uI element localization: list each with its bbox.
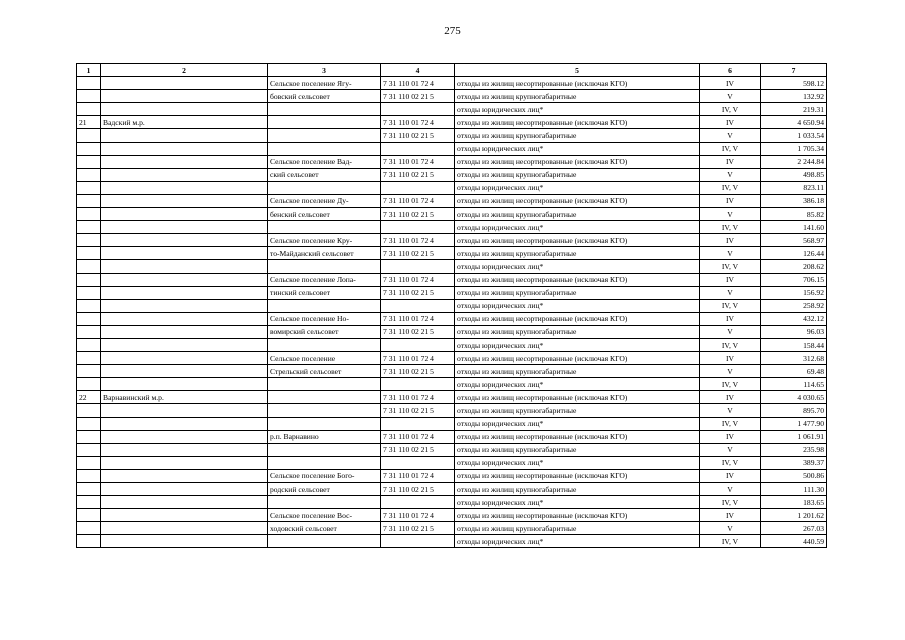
settlement-cell [268, 338, 381, 351]
waste-code-cell: 7 31 110 02 21 5 [381, 404, 455, 417]
settlement-cell: тинский сельсовет [268, 286, 381, 299]
volume-cell: 183.65 [761, 496, 827, 509]
hazard-class-cell: IV [700, 234, 761, 247]
settlement-cell [268, 129, 381, 142]
row-number-cell [77, 535, 101, 548]
volume-cell: 386.18 [761, 194, 827, 207]
volume-cell: 208.62 [761, 260, 827, 273]
settlement-cell: Сельское поселение [268, 352, 381, 365]
settlement-cell: Сельское поселение Ягу- [268, 77, 381, 90]
table-body [77, 77, 827, 548]
volume-cell: 598.12 [761, 77, 827, 90]
hazard-class-cell: V [700, 208, 761, 221]
table-row [77, 352, 827, 365]
district-cell [101, 338, 268, 351]
table-header-row [77, 64, 827, 77]
waste-type-cell: отходы из жилищ несортированные (исключая КГО) [455, 312, 700, 325]
table-row [77, 90, 827, 103]
volume-cell: 823.11 [761, 181, 827, 194]
header-cell: 4 [381, 64, 455, 77]
row-number-cell [77, 456, 101, 469]
hazard-class-cell: IV [700, 77, 761, 90]
hazard-class-cell: V [700, 404, 761, 417]
settlement-cell: ходовский сельсовет [268, 522, 381, 535]
row-number-cell [77, 352, 101, 365]
hazard-class-cell: IV, V [700, 299, 761, 312]
settlement-cell [268, 181, 381, 194]
hazard-class-cell: IV, V [700, 496, 761, 509]
waste-code-cell [381, 417, 455, 430]
table-row [77, 325, 827, 338]
hazard-class-cell: V [700, 365, 761, 378]
row-number-cell [77, 378, 101, 391]
table-row [77, 129, 827, 142]
waste-code-cell [381, 496, 455, 509]
table-row [77, 404, 827, 417]
waste-type-cell: отходы юридических лиц* [455, 103, 700, 116]
district-cell [101, 103, 268, 116]
district-cell [101, 168, 268, 181]
district-cell [101, 260, 268, 273]
district-cell [101, 90, 268, 103]
waste-type-cell: отходы из жилищ крупногабаритные [455, 325, 700, 338]
header-cell: 5 [455, 64, 700, 77]
volume-cell: 1 201.62 [761, 509, 827, 522]
settlement-cell [268, 456, 381, 469]
table-row [77, 443, 827, 456]
waste-code-cell: 7 31 110 01 72 4 [381, 116, 455, 129]
waste-code-cell [381, 378, 455, 391]
district-cell [101, 299, 268, 312]
header-cell: 3 [268, 64, 381, 77]
table-row [77, 430, 827, 443]
settlement-cell: Сельское поселение Ду- [268, 194, 381, 207]
row-number-cell [77, 90, 101, 103]
district-cell [101, 208, 268, 221]
table-row [77, 522, 827, 535]
settlement-cell: Стрельский сельсовет [268, 365, 381, 378]
waste-code-cell: 7 31 110 01 72 4 [381, 469, 455, 482]
volume-cell: 156.92 [761, 286, 827, 299]
district-cell [101, 509, 268, 522]
header-cell: 7 [761, 64, 827, 77]
row-number-cell [77, 469, 101, 482]
table-row [77, 286, 827, 299]
hazard-class-cell: V [700, 247, 761, 260]
waste-type-cell: отходы из жилищ несортированные (исключая КГО) [455, 234, 700, 247]
row-number-cell [77, 77, 101, 90]
waste-code-cell: 7 31 110 02 21 5 [381, 483, 455, 496]
waste-code-cell: 7 31 110 02 21 5 [381, 208, 455, 221]
district-cell [101, 155, 268, 168]
row-number-cell [77, 273, 101, 286]
district-cell [101, 522, 268, 535]
volume-cell: 2 244.84 [761, 155, 827, 168]
row-number-cell: 22 [77, 391, 101, 404]
row-number-cell [77, 365, 101, 378]
table-row [77, 483, 827, 496]
waste-type-cell: отходы из жилищ крупногабаритные [455, 208, 700, 221]
table-row [77, 391, 827, 404]
table-row [77, 273, 827, 286]
volume-cell: 1 033.54 [761, 129, 827, 142]
hazard-class-cell: IV, V [700, 417, 761, 430]
row-number-cell [77, 103, 101, 116]
district-cell [101, 247, 268, 260]
hazard-class-cell: IV [700, 155, 761, 168]
settlement-cell [268, 535, 381, 548]
settlement-cell [268, 116, 381, 129]
waste-code-cell [381, 221, 455, 234]
district-cell [101, 221, 268, 234]
row-number-cell [77, 168, 101, 181]
volume-cell: 132.92 [761, 90, 827, 103]
waste-code-cell: 7 31 110 02 21 5 [381, 168, 455, 181]
waste-code-cell: 7 31 110 01 72 4 [381, 77, 455, 90]
waste-type-cell: отходы юридических лиц* [455, 299, 700, 312]
hazard-class-cell: IV, V [700, 456, 761, 469]
district-cell [101, 535, 268, 548]
hazard-class-cell: V [700, 443, 761, 456]
district-cell [101, 365, 268, 378]
row-number-cell [77, 142, 101, 155]
settlement-cell [268, 417, 381, 430]
hazard-class-cell: IV [700, 469, 761, 482]
hazard-class-cell: IV [700, 194, 761, 207]
waste-type-cell: отходы юридических лиц* [455, 378, 700, 391]
header-cell: 1 [77, 64, 101, 77]
volume-cell: 440.59 [761, 535, 827, 548]
volume-cell: 158.44 [761, 338, 827, 351]
settlement-cell: ский сельсовет [268, 168, 381, 181]
waste-code-cell: 7 31 110 02 21 5 [381, 129, 455, 142]
row-number-cell [77, 509, 101, 522]
table-row [77, 168, 827, 181]
settlement-cell: бенский сельсовет [268, 208, 381, 221]
row-number-cell [77, 325, 101, 338]
waste-code-cell: 7 31 110 01 72 4 [381, 391, 455, 404]
waste-type-cell: отходы юридических лиц* [455, 417, 700, 430]
table-row [77, 417, 827, 430]
header-cell: 6 [700, 64, 761, 77]
hazard-class-cell: V [700, 129, 761, 142]
hazard-class-cell: V [700, 325, 761, 338]
hazard-class-cell: IV, V [700, 378, 761, 391]
volume-cell: 1 061.91 [761, 430, 827, 443]
district-cell [101, 129, 268, 142]
volume-cell: 111.30 [761, 483, 827, 496]
volume-cell: 389.37 [761, 456, 827, 469]
waste-code-cell: 7 31 110 02 21 5 [381, 443, 455, 456]
volume-cell: 258.92 [761, 299, 827, 312]
waste-type-cell: отходы из жилищ крупногабаритные [455, 522, 700, 535]
volume-cell: 1 705.34 [761, 142, 827, 155]
district-cell: Варнавинский м.р. [101, 391, 268, 404]
hazard-class-cell: V [700, 483, 761, 496]
hazard-class-cell: IV [700, 430, 761, 443]
row-number-cell [77, 522, 101, 535]
hazard-class-cell: IV [700, 352, 761, 365]
row-number-cell [77, 286, 101, 299]
row-number-cell [77, 430, 101, 443]
table-row [77, 378, 827, 391]
volume-cell: 895.70 [761, 404, 827, 417]
hazard-class-cell: IV, V [700, 103, 761, 116]
district-cell [101, 194, 268, 207]
waste-type-cell: отходы юридических лиц* [455, 535, 700, 548]
waste-type-cell: отходы из жилищ несортированные (исключая КГО) [455, 194, 700, 207]
settlement-cell: родский сельсовет [268, 483, 381, 496]
waste-type-cell: отходы из жилищ несортированные (исключая КГО) [455, 430, 700, 443]
district-cell [101, 417, 268, 430]
district-cell [101, 378, 268, 391]
waste-type-cell: отходы из жилищ несортированные (исключая КГО) [455, 509, 700, 522]
district-cell [101, 286, 268, 299]
row-number-cell [77, 496, 101, 509]
waste-type-cell: отходы юридических лиц* [455, 260, 700, 273]
volume-cell: 114.65 [761, 378, 827, 391]
waste-type-cell: отходы из жилищ крупногабаритные [455, 404, 700, 417]
volume-cell: 267.03 [761, 522, 827, 535]
waste-type-cell: отходы юридических лиц* [455, 142, 700, 155]
hazard-class-cell: IV [700, 391, 761, 404]
volume-cell: 1 477.90 [761, 417, 827, 430]
waste-code-cell: 7 31 110 01 72 4 [381, 234, 455, 247]
waste-code-cell: 7 31 110 02 21 5 [381, 90, 455, 103]
waste-type-cell: отходы из жилищ несортированные (исключая КГО) [455, 116, 700, 129]
waste-code-cell [381, 142, 455, 155]
waste-code-cell: 7 31 110 02 21 5 [381, 522, 455, 535]
waste-code-cell: 7 31 110 01 72 4 [381, 194, 455, 207]
row-number-cell [77, 443, 101, 456]
waste-type-cell: отходы юридических лиц* [455, 181, 700, 194]
row-number-cell [77, 417, 101, 430]
volume-cell: 498.85 [761, 168, 827, 181]
volume-cell: 4 650.94 [761, 116, 827, 129]
waste-type-cell: отходы юридических лиц* [455, 221, 700, 234]
table-row [77, 181, 827, 194]
table-row [77, 338, 827, 351]
settlement-cell [268, 404, 381, 417]
row-number-cell [77, 338, 101, 351]
hazard-class-cell: V [700, 522, 761, 535]
row-number-cell [77, 404, 101, 417]
hazard-class-cell: IV, V [700, 142, 761, 155]
waste-code-cell [381, 299, 455, 312]
settlement-cell: Сельское поселение Лопа- [268, 273, 381, 286]
waste-code-cell: 7 31 110 02 21 5 [381, 365, 455, 378]
settlement-cell [268, 496, 381, 509]
hazard-class-cell: IV [700, 509, 761, 522]
row-number-cell [77, 221, 101, 234]
volume-cell: 235.98 [761, 443, 827, 456]
row-number-cell [77, 260, 101, 273]
table-row [77, 116, 827, 129]
table-row [77, 155, 827, 168]
waste-code-cell: 7 31 110 01 72 4 [381, 273, 455, 286]
hazard-class-cell: IV, V [700, 260, 761, 273]
waste-type-cell: отходы из жилищ крупногабаритные [455, 365, 700, 378]
table-row [77, 365, 827, 378]
district-cell [101, 456, 268, 469]
page-number: 275 [444, 25, 461, 37]
settlement-cell: вомирский сельсовет [268, 325, 381, 338]
waste-code-cell [381, 535, 455, 548]
volume-cell: 706.15 [761, 273, 827, 286]
row-number-cell [77, 194, 101, 207]
table-row [77, 469, 827, 482]
table-row [77, 194, 827, 207]
waste-type-cell: отходы юридических лиц* [455, 456, 700, 469]
waste-code-cell [381, 181, 455, 194]
row-number-cell [77, 181, 101, 194]
waste-code-cell: 7 31 110 02 21 5 [381, 286, 455, 299]
district-cell [101, 430, 268, 443]
settlement-cell [268, 260, 381, 273]
waste-code-cell: 7 31 110 01 72 4 [381, 430, 455, 443]
settlement-cell [268, 391, 381, 404]
table-row [77, 509, 827, 522]
table-row [77, 103, 827, 116]
volume-cell: 568.97 [761, 234, 827, 247]
district-cell [101, 77, 268, 90]
waste-type-cell: отходы из жилищ крупногабаритные [455, 286, 700, 299]
table-row [77, 535, 827, 548]
volume-cell: 432.12 [761, 312, 827, 325]
volume-cell: 219.31 [761, 103, 827, 116]
waste-code-cell: 7 31 110 01 72 4 [381, 155, 455, 168]
row-number-cell [77, 247, 101, 260]
hazard-class-cell: V [700, 90, 761, 103]
settlement-cell [268, 299, 381, 312]
district-cell [101, 496, 268, 509]
waste-code-cell [381, 260, 455, 273]
waste-type-cell: отходы из жилищ несортированные (исключая КГО) [455, 155, 700, 168]
volume-cell: 500.86 [761, 469, 827, 482]
settlement-cell: Сельское поселение Вад- [268, 155, 381, 168]
waste-code-cell: 7 31 110 01 72 4 [381, 312, 455, 325]
hazard-class-cell: IV, V [700, 535, 761, 548]
row-number-cell [77, 155, 101, 168]
district-cell [101, 325, 268, 338]
waste-type-cell: отходы юридических лиц* [455, 338, 700, 351]
hazard-class-cell: IV, V [700, 221, 761, 234]
volume-cell: 126.44 [761, 247, 827, 260]
district-cell [101, 312, 268, 325]
waste-type-cell: отходы из жилищ крупногабаритные [455, 129, 700, 142]
row-number-cell [77, 208, 101, 221]
hazard-class-cell: V [700, 168, 761, 181]
hazard-class-cell: IV [700, 116, 761, 129]
volume-cell: 312.68 [761, 352, 827, 365]
row-number-cell [77, 483, 101, 496]
district-cell [101, 142, 268, 155]
hazard-class-cell: V [700, 286, 761, 299]
district-cell [101, 443, 268, 456]
hazard-class-cell: IV, V [700, 338, 761, 351]
table-row [77, 77, 827, 90]
volume-cell: 69.48 [761, 365, 827, 378]
volume-cell: 141.60 [761, 221, 827, 234]
settlement-cell: Сельское поселение Кру- [268, 234, 381, 247]
district-cell [101, 404, 268, 417]
row-number-cell [77, 312, 101, 325]
row-number-cell [77, 129, 101, 142]
waste-type-cell: отходы из жилищ несортированные (исключая КГО) [455, 352, 700, 365]
waste-code-cell [381, 338, 455, 351]
settlement-cell [268, 443, 381, 456]
table-row [77, 312, 827, 325]
settlement-cell [268, 378, 381, 391]
district-cell [101, 469, 268, 482]
table-row [77, 456, 827, 469]
settlement-cell: Сельское поселение Но- [268, 312, 381, 325]
waste-type-cell: отходы из жилищ крупногабаритные [455, 443, 700, 456]
district-cell [101, 181, 268, 194]
settlement-cell: Сельское поселение Вос- [268, 509, 381, 522]
district-cell [101, 483, 268, 496]
waste-type-cell: отходы юридических лиц* [455, 496, 700, 509]
waste-type-cell: отходы из жилищ крупногабаритные [455, 247, 700, 260]
hazard-class-cell: IV, V [700, 181, 761, 194]
settlement-cell [268, 142, 381, 155]
table-row [77, 221, 827, 234]
waste-code-cell [381, 456, 455, 469]
table-row [77, 496, 827, 509]
settlement-cell: то-Майданский сельсовет [268, 247, 381, 260]
waste-type-cell: отходы из жилищ крупногабаритные [455, 483, 700, 496]
waste-type-cell: отходы из жилищ несортированные (исключая КГО) [455, 391, 700, 404]
header-cell: 2 [101, 64, 268, 77]
waste-code-cell: 7 31 110 01 72 4 [381, 509, 455, 522]
row-number-cell: 21 [77, 116, 101, 129]
district-cell: Вадский м.р. [101, 116, 268, 129]
district-cell [101, 352, 268, 365]
district-cell [101, 273, 268, 286]
settlement-cell [268, 221, 381, 234]
settlement-cell [268, 103, 381, 116]
settlement-cell: бовский сельсовет [268, 90, 381, 103]
volume-cell: 85.82 [761, 208, 827, 221]
waste-type-cell: отходы из жилищ несортированные (исключая КГО) [455, 469, 700, 482]
table-row [77, 142, 827, 155]
waste-table [76, 63, 827, 548]
volume-cell: 96.03 [761, 325, 827, 338]
table-row [77, 234, 827, 247]
waste-type-cell: отходы из жилищ несортированные (исключая КГО) [455, 77, 700, 90]
waste-code-cell: 7 31 110 02 21 5 [381, 247, 455, 260]
row-number-cell [77, 299, 101, 312]
district-cell [101, 234, 268, 247]
waste-type-cell: отходы из жилищ крупногабаритные [455, 168, 700, 181]
waste-code-cell: 7 31 110 02 21 5 [381, 325, 455, 338]
table-row [77, 247, 827, 260]
volume-cell: 4 030.65 [761, 391, 827, 404]
table-row [77, 260, 827, 273]
settlement-cell: р.п. Варнавино [268, 430, 381, 443]
waste-type-cell: отходы из жилищ несортированные (исключая КГО) [455, 273, 700, 286]
waste-type-cell: отходы из жилищ крупногабаритные [455, 90, 700, 103]
hazard-class-cell: IV [700, 273, 761, 286]
row-number-cell [77, 234, 101, 247]
hazard-class-cell: IV [700, 312, 761, 325]
waste-code-cell: 7 31 110 01 72 4 [381, 352, 455, 365]
table-row [77, 208, 827, 221]
settlement-cell: Сельское поселение Бого- [268, 469, 381, 482]
table-row [77, 299, 827, 312]
waste-code-cell [381, 103, 455, 116]
